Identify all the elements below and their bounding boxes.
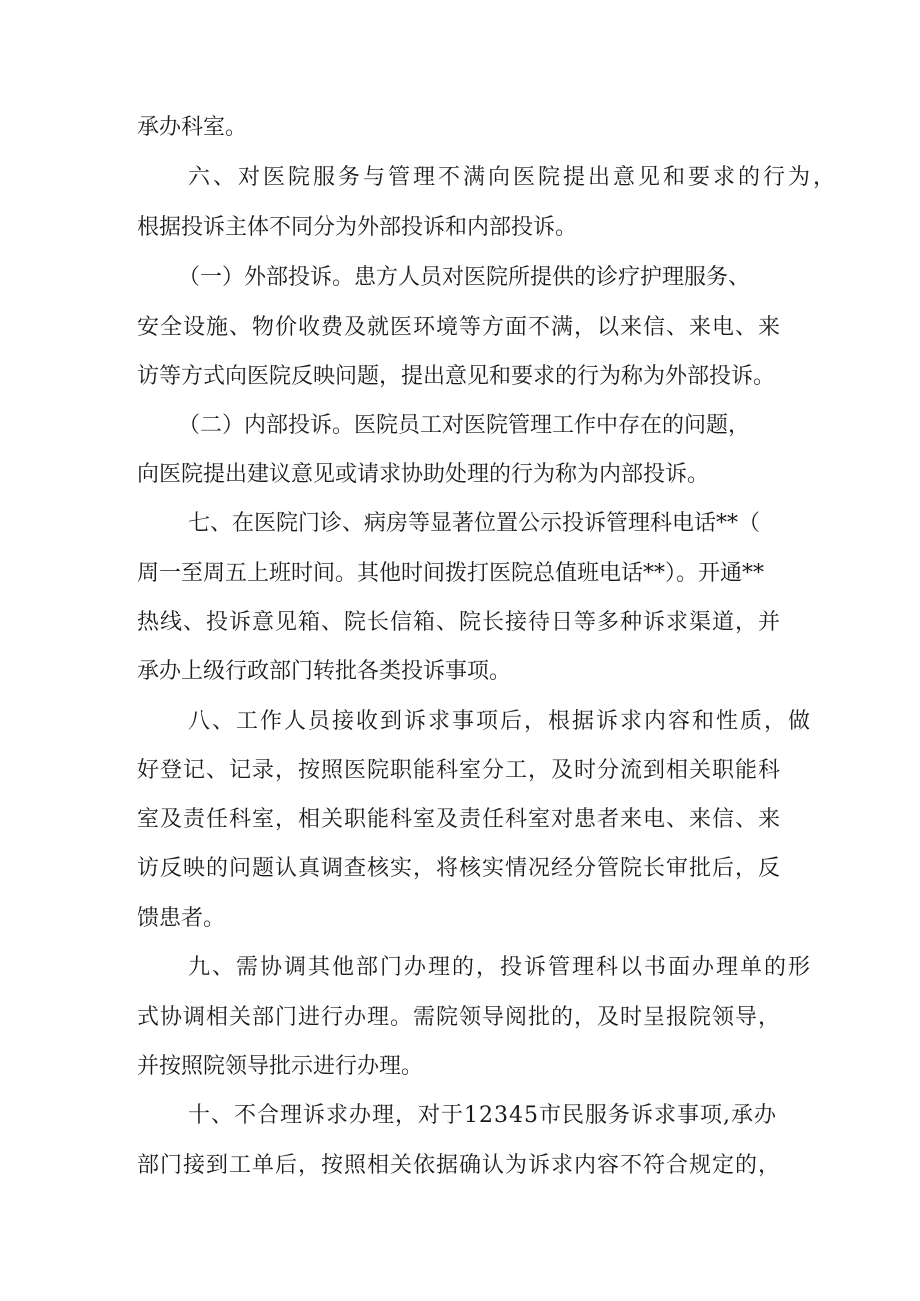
text-line xyxy=(0,603,920,643)
line-text: 安全设施、物价收费及就医环境等方面不满，以来信、来电、来 xyxy=(137,315,782,340)
text-line xyxy=(0,751,920,791)
text-line xyxy=(0,1047,920,1087)
text-line xyxy=(0,652,920,692)
text-line xyxy=(0,455,920,495)
line-text: 承办上级行政部门转批各类投诉事项。 xyxy=(137,659,512,684)
line-text: 八、工作人员接收到诉求事项后，根据诉求内容和性质，做 xyxy=(188,709,813,734)
text-line xyxy=(0,1096,920,1136)
text-line xyxy=(0,406,920,446)
text-line xyxy=(0,208,920,248)
text-line xyxy=(0,849,920,889)
line-text: 热线、投诉意见箱、院长信箱、院长接待日等多种诉求渠道，并 xyxy=(137,610,782,635)
line-text: 并按照院领导批示进行办理。 xyxy=(137,1054,424,1079)
line-text: （二）内部投诉。医院员工对医院管理工作中存在的问题， xyxy=(178,413,751,438)
line-text: 好登记、记录，按照医院职能科室分工，及时分流到相关职能科 xyxy=(137,758,782,783)
text-line xyxy=(0,308,920,348)
line-text: 六、对医院服务与管理不满向医院提出意见和要求的行为， xyxy=(188,165,839,190)
line-text: 式协调相关部门进行办理。需院领导阅批的，及时呈报院领导， xyxy=(137,1005,782,1030)
line-text: 承办科室。 xyxy=(137,115,248,140)
line-text: 周一至周五上班时间。其他时间拨打医院总值班电话**）。开通** xyxy=(137,561,765,586)
line-text: 十、不合理诉求办理，对于12345市民服务诉求事项,承办 xyxy=(188,1103,777,1128)
line-text: 七、在医院门诊、病房等显著位置公示投诉管理科电话**（ xyxy=(188,511,761,536)
text-line xyxy=(0,158,920,198)
line-text: 九、需协调其他部门办理的，投诉管理科以书面办理单的形 xyxy=(188,955,813,980)
line-text: 馈患者。 xyxy=(137,906,226,931)
text-line xyxy=(0,899,920,939)
line-text: 室及责任科室，相关职能科室及责任科室对患者来电、来信、来 xyxy=(137,807,782,832)
text-line xyxy=(0,702,920,742)
text-line xyxy=(0,258,920,298)
line-text: 访反映的问题认真调查核实，将核实情况经分管院长审批后，反 xyxy=(137,856,782,881)
text-line xyxy=(0,357,920,397)
text-line xyxy=(0,108,920,148)
line-text: 向医院提出建议意见或请求协助处理的行为称为内部投诉。 xyxy=(137,462,710,487)
line-text: 访等方式向医院反映问题，提出意见和要求的行为称为外部投诉。 xyxy=(137,364,776,389)
text-line xyxy=(0,554,920,594)
text-line xyxy=(0,998,920,1038)
line-text: （一）外部投诉。患方人员对医院所提供的诊疗护理服务、 xyxy=(178,265,751,290)
text-line xyxy=(0,800,920,840)
text-line xyxy=(0,948,920,988)
text-line xyxy=(0,1146,920,1186)
line-text: 部门接到工单后，按照相关依据确认为诉求内容不符合规定的， xyxy=(137,1153,782,1178)
text-line xyxy=(0,504,920,544)
line-text: 根据投诉主体不同分为外部投诉和内部投诉。 xyxy=(137,215,578,240)
